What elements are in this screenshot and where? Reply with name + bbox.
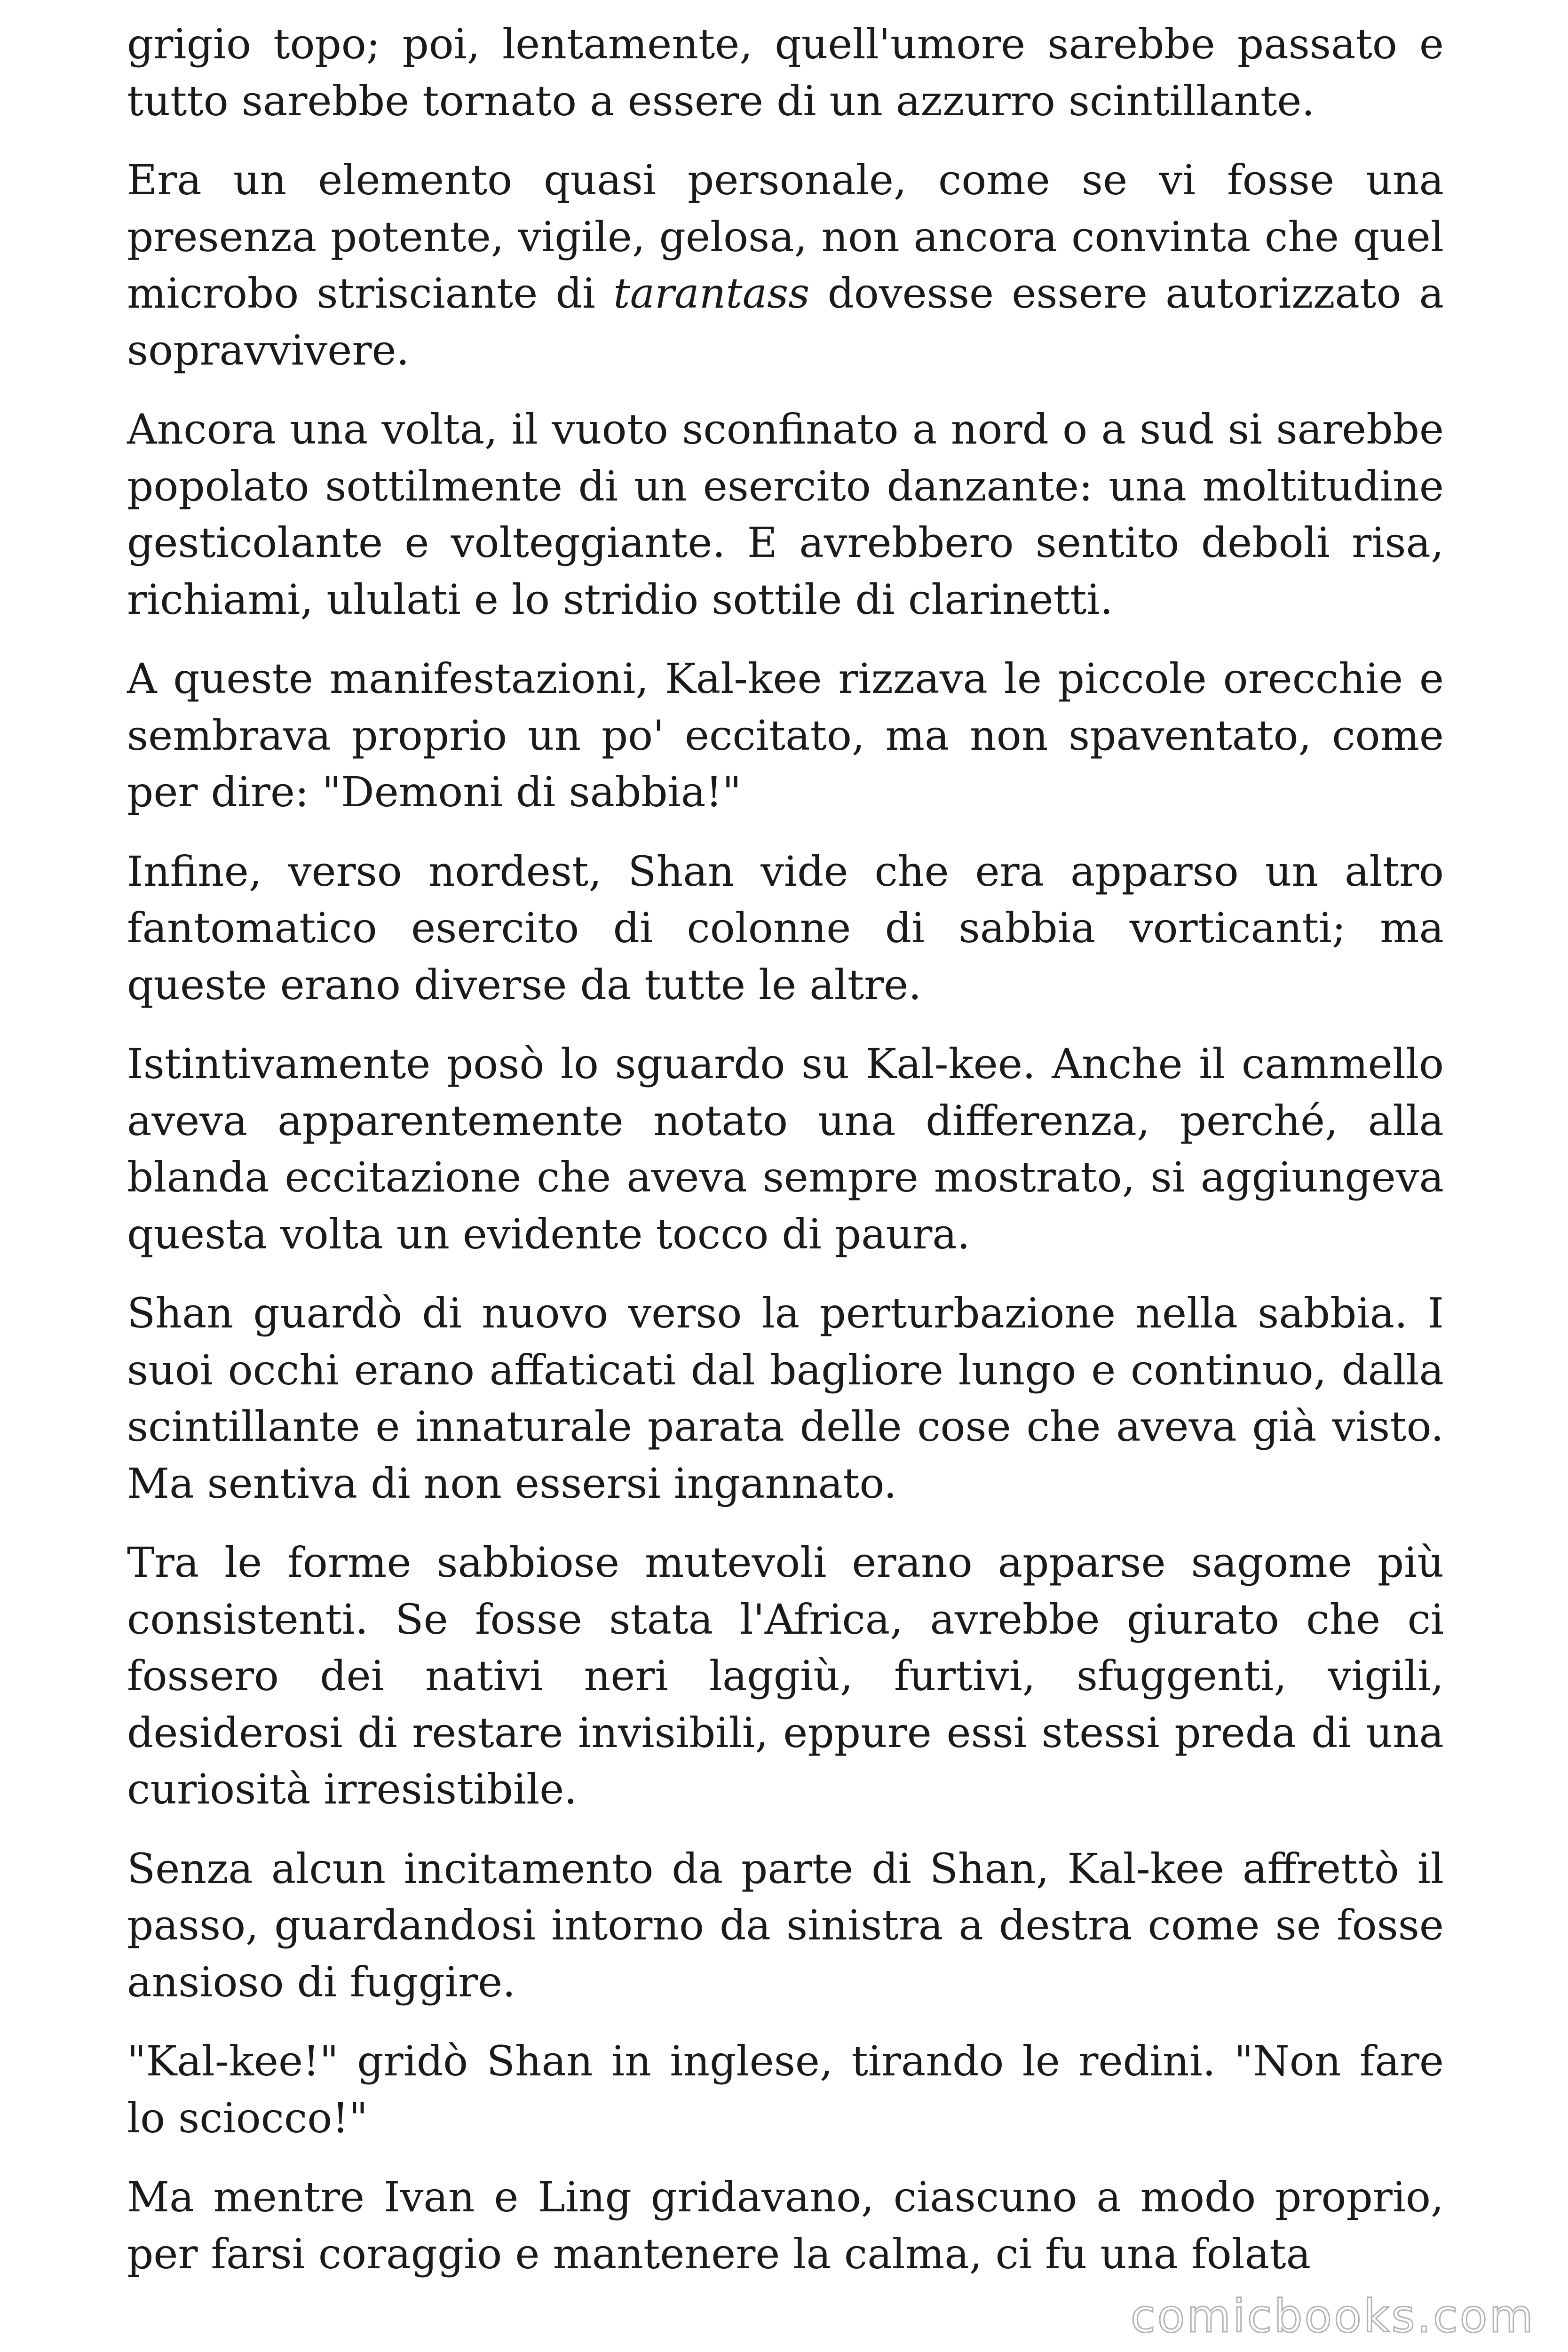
paragraph-1: grigio topo; poi, lentamente, quell'umore sarebbe passato e tutto sarebbe tornato a essere di un azzurro scintillante. [127,20,1444,125]
paragraph-8: Tra le forme sabbiose mutevoli erano apparse sagome più consistenti. Se fosse stata l'Africa, avrebbe giurato che ci fossero dei nativi neri laggiù, furtivi, sfuggenti, vigili, desiderosi di restare invisibili, eppure essi stessi preda di una curiosità irresistibile. [127,1538,1444,1813]
watermark-logo: comicbooks.com [1130,2290,1535,2343]
paragraph-3: Ancora una volta, il vuoto sconfinato a nord o a sud si sarebbe popolato sottilmente di un esercito danzante: una moltitudine gesticolante e volteggiante. E avrebbero sentito deboli risa, richiami, ululati e lo stridio sottile di clarinetti. [127,405,1444,624]
paragraph-5: Infine, verso nordest, Shan vide che era apparso un altro fantomatico esercito di colonne di sabbia vorticanti; ma queste erano diverse da tutte le altre. [127,847,1444,1009]
paragraph-10: "Kal-kee!" gridò Shan in inglese, tirando le redini. "Non fare lo sciocco!" [127,2037,1444,2142]
paragraph-7: Shan guardò di nuovo verso la perturbazione nella sabbia. I suoi occhi erano affaticati dal bagliore lungo e continuo, dalla scintillante e innaturale parata delle cose che aveva già visto. Ma sentiva di non essersi ingannato. [127,1289,1444,1508]
paragraph-4: A queste manifestazioni, Kal-kee rizzava le piccole orecchie e sembrava proprio un po' eccitato, ma non spaventato, come per dire: "Demoni di sabbia!" [127,654,1444,816]
paragraph-2-text-before: Era un elemento quasi personale, come se vi fosse una presenza potente, vigile, gelosa, non ancora convinta che quel microbo strisciante di [127,156,1444,318]
paragraph-9: Senza alcun incitamento da parte di Shan, Kal-kee affrettò il passo, guardandosi intorno da sinistra a destra come se fosse ansioso di fuggire. [127,1844,1444,2006]
paragraph-2-text-after: dovesse essere autorizzato a sopravvivere. [127,269,1444,374]
document-page [127,0,1444,2352]
italic-word-tarantass: tarantass [613,269,810,318]
paragraph-11: Ma mentre Ivan e Ling gridavano, ciascuno a modo proprio, per farsi coraggio e mantenere la calma, ci fu una folata [127,2173,1444,2278]
paragraph-2 [127,152,1444,379]
paragraph-6: Istintivamente posò lo sguardo su Kal-kee. Anche il cammello aveva apparentemente notato una differenza, perché, alla blanda eccitazione che aveva sempre mostrato, si aggiungeva questa volta un evidente tocco di paura. [127,1040,1444,1258]
